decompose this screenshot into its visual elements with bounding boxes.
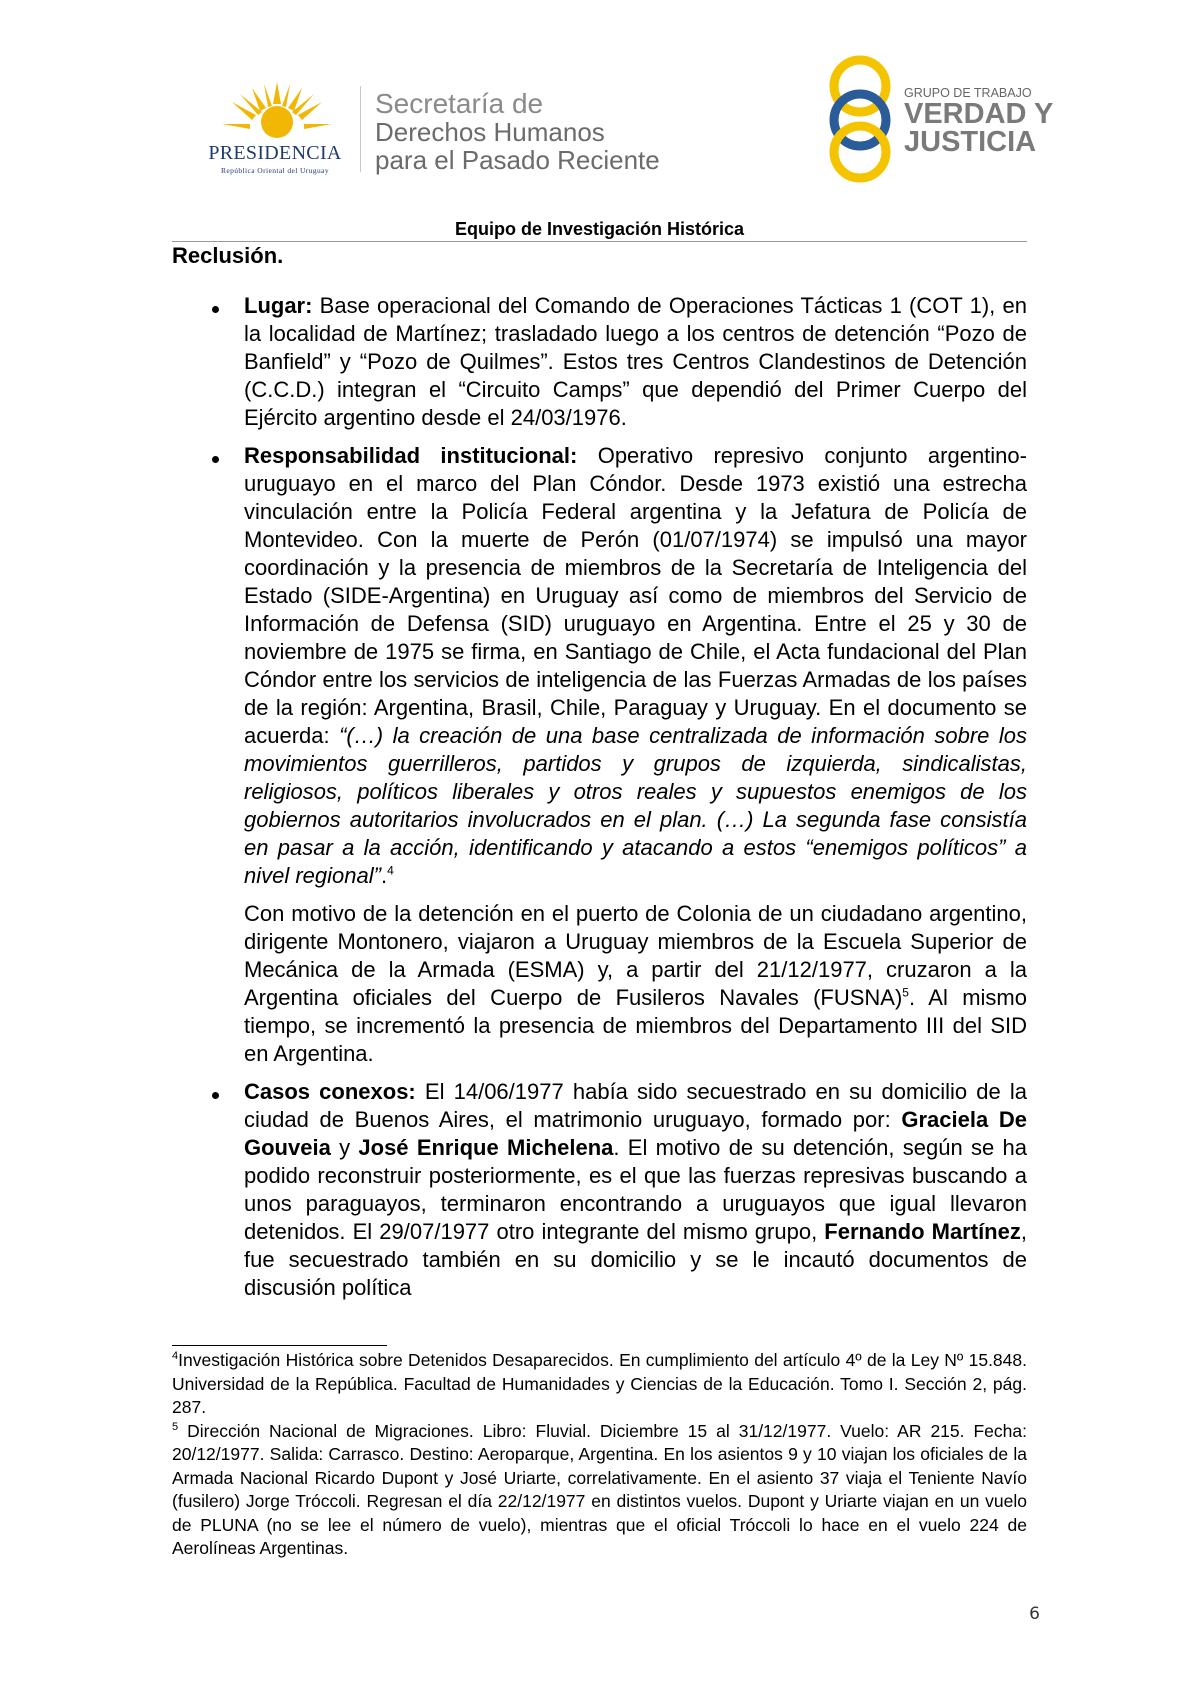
- list-item-casos-conexos: [172, 1078, 1027, 1302]
- presidencia-logo: [192, 82, 358, 178]
- footnote-number: 5: [172, 1420, 179, 1433]
- sun-emblem-icon: [222, 82, 332, 144]
- paragraph: [244, 900, 1027, 1068]
- header-rule: [172, 241, 1027, 242]
- item-label: Casos conexos:: [244, 1079, 416, 1104]
- vyj-title-line-1: VERDAD Y: [904, 98, 1054, 130]
- bullet-icon: [212, 456, 219, 463]
- footnote-ref[interactable]: 4: [387, 863, 394, 878]
- list-item-responsabilidad: [172, 442, 1027, 1068]
- document-body: [172, 292, 1027, 1312]
- paragraph: [244, 292, 1027, 432]
- footnote-separator: [172, 1345, 387, 1346]
- item-text: . Al mismo tiempo, se incrementó la presencia de miembros del Departamento III del SID en Argentina.: [244, 985, 1027, 1066]
- secretaria-line-2: Derechos Humanos: [375, 117, 605, 147]
- secretaria-line-3: para el Pasado Reciente: [375, 145, 660, 175]
- footnotes: [172, 1349, 1027, 1561]
- item-label: Lugar:: [244, 293, 313, 318]
- vyj-title-line-2: JUSTICIA: [904, 126, 1037, 158]
- person-name: José Enrique Michelena: [358, 1135, 614, 1160]
- secretaria-logo-text: [375, 90, 660, 174]
- item-label: Responsabilidad institucional:: [244, 443, 578, 468]
- person-name: Graciela De Gouveia: [244, 1107, 1028, 1160]
- secretaria-line-1: Secretaría de: [375, 88, 544, 119]
- item-text: Operativo represivo conjunto argentino-uruguayo en el marco del Plan Cóndor. Desde 1973 existió una estrecha vinculación entre la Policía Federal argentina y la Jefatura de Policía de Montevideo. Con la muerte de Perón (01/07/1974) se impulsó una mayor coordinación y la presencia de miembros de la Secretaría de Inteligencia del Estado (SIDE-Argentina) en Uruguay así como de miembros del Servicio de Información de Defensa (SID) uruguayo en Argentina. Entre el 25 y 30 de noviembre de 1975 se firma, en Santiago de Chile, el Acta fundacional del Plan Cóndor entre los servicios de inteligencia de las Fuerzas Armadas de los países de la región: Argentina, Brasil, Chile, Paraguay y Uruguay. En el documento se acuerda:: [244, 443, 1027, 748]
- item-text: Base operacional del Comando de Operaciones Tácticas 1 (COT 1), en la localidad de Martínez; trasladado luego a los centros de detención “Pozo de Banfield” y “Pozo de Quilmes”. Estos tres Centros Clandestinos de Detención (C.C.D.) integran el “Circuito Camps” que dependió del Primer Cuerpo del Ejército argentino desde el 24/03/1976.: [244, 293, 1027, 430]
- footnote: [172, 1349, 1027, 1420]
- section-title: Reclusión.: [172, 243, 284, 268]
- item-text: , fue secuestrado también en su domicilio y se le incautó documentos de discusión política: [244, 1219, 1027, 1300]
- quote-end: .: [380, 863, 388, 888]
- paragraph: [244, 1078, 1027, 1302]
- verdad-justicia-logo: [820, 54, 1054, 184]
- bullet-icon: [212, 1092, 219, 1099]
- interlocked-rings-icon: [820, 54, 900, 184]
- presidencia-name: PRESIDENCIA: [208, 142, 342, 164]
- bullet-icon: [212, 306, 219, 313]
- item-text: y: [330, 1135, 359, 1160]
- item-text: . El motivo de su detención, según se ha podido reconstruir posteriormente, es el que las fuerzas represivas buscando a unos paraguayos, terminaron encontrando a uruguayos que igual llevaron detenidos. El 29/07/1977 otro integrante del mismo grupo,: [244, 1135, 1027, 1244]
- presidencia-subtitle: República Oriental del Uruguay: [220, 166, 329, 175]
- vyj-group-label: GRUPO DE TRABAJO: [904, 86, 1032, 100]
- item-text: El 14/06/1977 había sido secuestrado en su domicilio de la ciudad de Buenos Aires, el matrimonio uruguayo, formado por:: [244, 1079, 1028, 1132]
- paragraph: [244, 442, 1027, 890]
- footnote: [172, 1420, 1027, 1561]
- footnote-text: Investigación Histórica sobre Detenidos Desaparecidos. En cumplimiento del artículo 4º de la Ley Nº 15.848. Universidad de la República. Facultad de Humanidades y Ciencias de la Educación. Tomo I. Sección 2, pág. 287.: [172, 1350, 1027, 1417]
- footnote-text: Dirección Nacional de Migraciones. Libro: Fluvial. Diciembre 15 al 31/12/1977. Vuelo: AR 215. Fecha: 20/12/1977. Salida: Carrasco. Destino: Aeroparque, Argentina. En los asientos 9 y 10 viajan los oficiales de la Armada Nacional Ricardo Dupont y José Uriarte, correlativamente. En el asiento 37 viaja el Teniente Navío (fusilero) Jorge Tróccoli. Regresan el día 22/12/1977 en distintos vuelos. Dupont y Uriarte viajan en un vuelo de PLUNA (no se lee el número de vuelo), mientras que el oficial Tróccoli lo hace en el vuelo 224 de Aerolíneas Argentinas.: [172, 1420, 1027, 1558]
- quote-text: “(…) la creación de una base centralizada de información sobre los movimientos guerrilleros, partidos y grupos de izquierda, sindicalistas, religiosos, políticos liberales y otros reales y supuestos enemigos de los gobiernos autoritarios involucrados en el plan. (…) La segunda fase consistía en pasar a la acción, identificando y atacando a estos “enemigos políticos” a nivel regional”: [244, 723, 1028, 888]
- item-text: Con motivo de la detención en el puerto de Colonia de un ciudadano argentino, dirigente Montonero, viajaron a Uruguay miembros de la Escuela Superior de Mecánica de la Armada (ESMA) y, a partir del 21/12/1977, cruzaron a la Argentina oficiales del Cuerpo de Fusileros Navales (FUSNA): [244, 901, 1027, 1010]
- person-name: Fernando Martínez: [824, 1219, 1021, 1244]
- team-title: Equipo de Investigación Histórica: [454, 219, 745, 239]
- footnote-number: 4: [172, 1350, 179, 1363]
- footnote-ref[interactable]: 5: [902, 985, 909, 1000]
- page-number: 6: [1029, 1604, 1040, 1624]
- header-divider: [360, 86, 361, 172]
- list-item-lugar: [172, 292, 1027, 432]
